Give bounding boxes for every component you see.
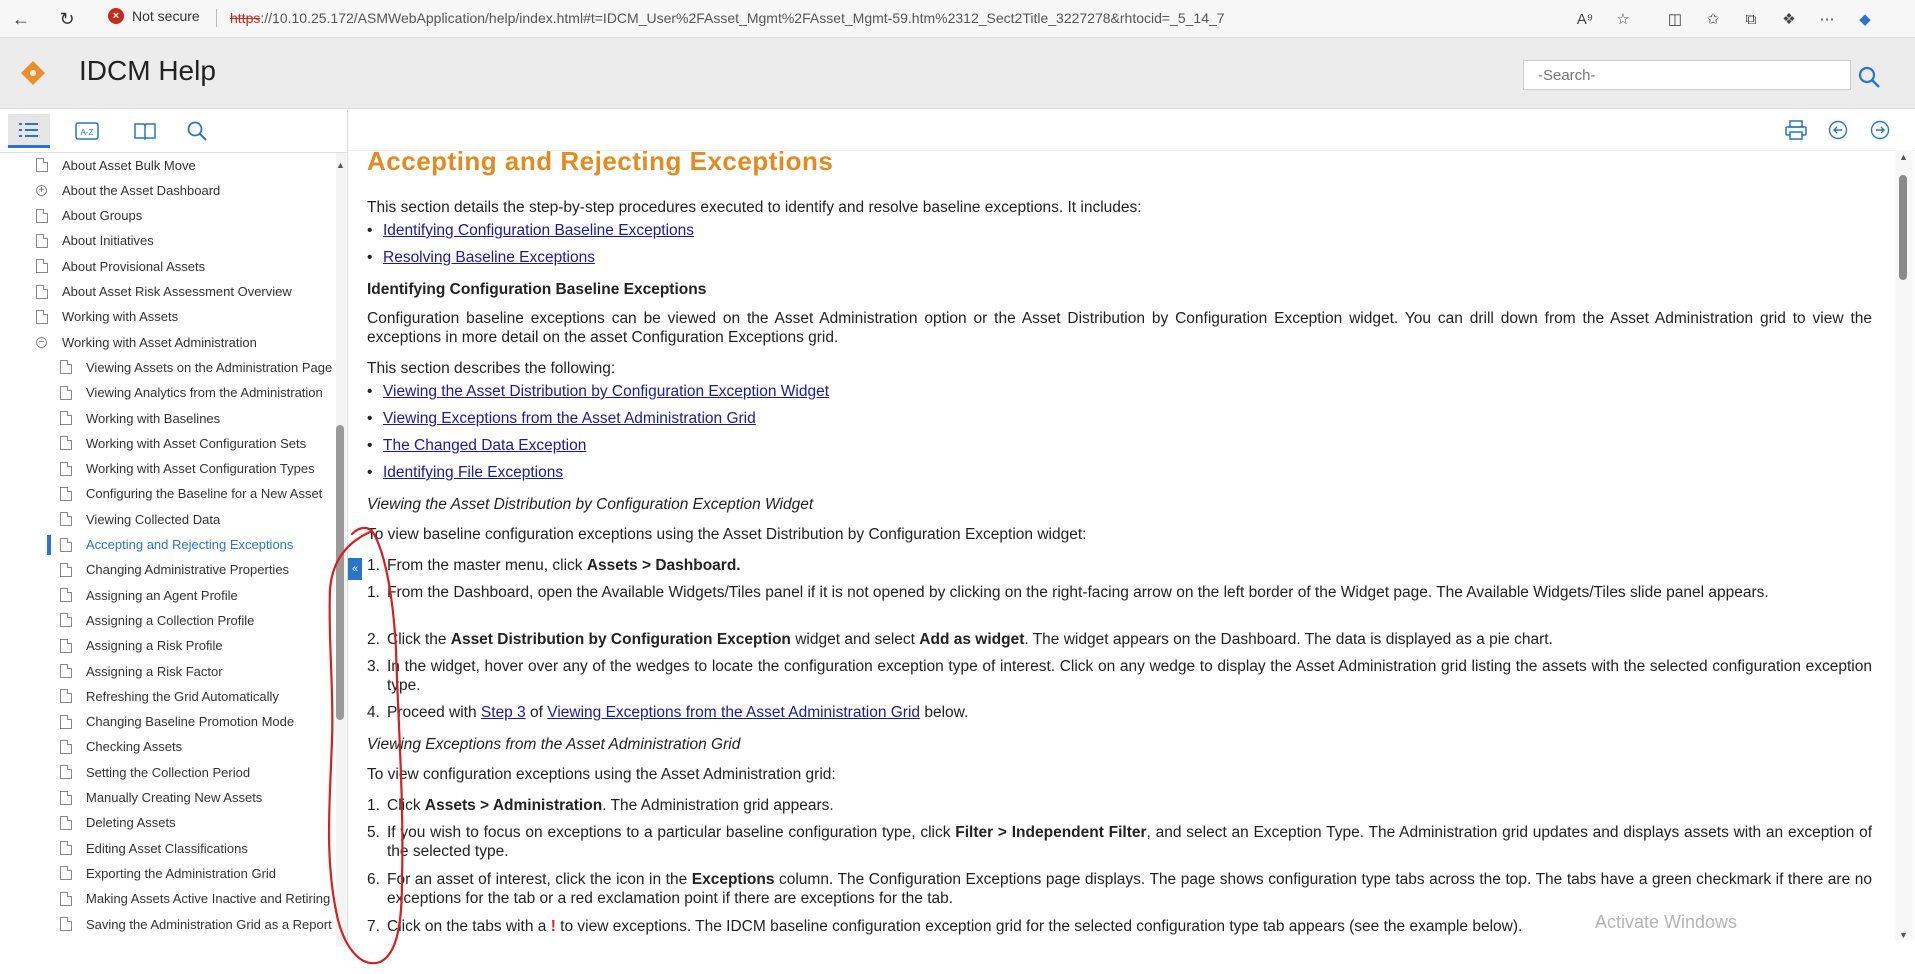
toc-item[interactable] <box>0 887 336 911</box>
link-admin-grid[interactable]: Viewing Exceptions from the Asset Administration Grid <box>383 410 756 427</box>
tab-contents[interactable] <box>8 114 50 148</box>
toc-item[interactable] <box>0 507 336 531</box>
address-bar[interactable] <box>230 10 1225 26</box>
step-number: 4. <box>367 704 380 721</box>
toc-item-label: Assigning a Risk Factor <box>86 663 223 679</box>
page-icon <box>60 740 72 754</box>
toc-item[interactable] <box>0 608 336 632</box>
page-icon <box>60 791 72 805</box>
reload-icon[interactable]: ↻ <box>59 8 75 29</box>
scroll-down-icon[interactable]: ▼ <box>1899 930 1908 940</box>
describes-text: This section describes the following: <box>367 360 616 377</box>
toc-item-label: About Asset Bulk Move <box>62 157 196 173</box>
toc-item[interactable] <box>0 305 336 329</box>
favorites-icon[interactable]: ✩ <box>1706 11 1720 28</box>
step-number: 6. <box>367 871 380 888</box>
page-icon <box>60 639 72 653</box>
search-input[interactable] <box>1523 60 1851 90</box>
toc-item-label: Working with Asset Configuration Types <box>86 461 315 477</box>
toc-item-label: Manually Creating New Assets <box>86 790 263 805</box>
section-heading: Identifying Configuration Baseline Exceptions <box>367 281 707 298</box>
read-aloud-icon[interactable]: A⁹ <box>1576 10 1594 28</box>
page-icon <box>60 664 72 678</box>
toc-item[interactable] <box>0 634 336 658</box>
toc-item-label: Viewing Collected Data <box>86 511 221 527</box>
page-icon <box>60 866 72 880</box>
page-icon <box>60 487 72 501</box>
toc-item-label: Deleting Assets <box>86 815 176 831</box>
toc-item-label: Checking Assets <box>86 739 183 755</box>
toc-item[interactable] <box>0 533 336 557</box>
exclamation-icon: ! <box>550 918 556 935</box>
bullet: • <box>367 464 373 481</box>
step-number: 5. <box>367 824 380 841</box>
topic-toolbar <box>349 110 1915 151</box>
toc-item[interactable] <box>0 558 336 582</box>
toc-item-label: About Provisional Assets <box>62 258 206 274</box>
page-icon <box>60 715 72 729</box>
toc-item[interactable] <box>0 786 336 810</box>
page-icon <box>60 360 72 374</box>
back-icon[interactable]: ← <box>12 8 30 29</box>
step-text: to view exceptions. The IDCM baseline configuration exception grid for the selected configuration type tab appears (see the example below). <box>555 918 1523 935</box>
favorite-star-icon[interactable]: ☆ <box>1616 11 1630 28</box>
toc-item-label: Working with Assets <box>62 309 179 325</box>
bullet: • <box>367 437 373 454</box>
url-text: ://10.10.25.172/ASMWebApplication/help/index.html#t=IDCM_User%2FAsset_Mgmt%2FAsset_Mgmt-59.htm%2312_Sect2Title_3227278&rhtocid=_5_14_7 <box>260 10 1225 26</box>
page-icon <box>36 310 48 324</box>
search-icon <box>186 120 208 142</box>
page-icon <box>60 462 72 476</box>
step-emphasis: Asset Distribution by Configuration Exception <box>450 631 791 648</box>
step-text: Click on the tabs with a <box>387 918 551 935</box>
scroll-up-icon[interactable]: ▲ <box>1899 152 1908 162</box>
security-indicator[interactable] <box>108 8 200 24</box>
step-emphasis: Filter > Independent Filter <box>955 824 1147 841</box>
print-icon[interactable] <box>1784 118 1808 142</box>
toc-item[interactable] <box>0 760 336 784</box>
toc-item[interactable] <box>0 355 336 379</box>
expand-icon[interactable]: + <box>36 185 47 196</box>
toc-item[interactable] <box>0 153 336 177</box>
bullet: • <box>367 410 373 427</box>
toc-item-label: Configuring the Baseline for a New Asset <box>86 486 323 502</box>
toc-item[interactable] <box>0 811 336 835</box>
toc-item-label: About the Asset Dashboard <box>62 182 221 198</box>
page-icon <box>60 512 72 526</box>
step-text: From the Dashboard, open the Available Widgets/Tiles panel if it is not opened by clicking on the right-facing arrow on the left border of the Widget page. The Available Widgets/Tiles slide panel appears. <box>387 584 1769 601</box>
page-icon <box>60 689 72 703</box>
step-number: 1. <box>367 584 380 601</box>
toc-item[interactable] <box>0 204 336 228</box>
extensions-icon[interactable]: ❖ <box>1782 11 1796 28</box>
collapse-icon[interactable]: − <box>36 337 47 348</box>
toc-item-label: Working with Asset Configuration Sets <box>86 435 307 451</box>
step-text: Proceed with <box>387 704 481 721</box>
page-icon <box>36 285 48 299</box>
link-resolving-exceptions[interactable]: Resolving Baseline Exceptions <box>383 249 595 266</box>
tab-search[interactable] <box>176 114 218 148</box>
toc-item-label: Working with Asset Administration <box>62 334 257 350</box>
identify-paragraph: Configuration baseline exceptions can be viewed on the Asset Administration option or the Asset Distribution by Configuration Exception widget. You can drill down from the Asset Administration grid to view the exceptions in more detail on the asset Configuration Exceptions grid. <box>367 310 1872 346</box>
step-text: below. <box>920 704 969 721</box>
scroll-up-icon[interactable]: ▲ <box>336 160 345 170</box>
toc-item[interactable] <box>0 710 336 734</box>
step-emphasis: Assets > Administration <box>424 797 603 814</box>
step-number: 2. <box>367 631 380 648</box>
subsection-heading: Viewing the Asset Distribution by Configuration Exception Widget <box>367 496 814 513</box>
subsection-heading: Viewing Exceptions from the Asset Administration Grid <box>367 736 741 753</box>
security-label: Not secure <box>132 8 200 24</box>
topic-content <box>367 150 1875 940</box>
toc-item[interactable] <box>0 684 336 708</box>
toc-item[interactable] <box>0 482 336 506</box>
book-icon <box>134 122 156 140</box>
widget-intro: To view baseline configuration exceptions using the Asset Distribution by Configuration Exception widget: <box>367 526 1087 543</box>
navigation-tabs <box>0 110 348 153</box>
copilot-icon[interactable]: ◆ <box>1859 11 1871 28</box>
step-emphasis: Assets > Dashboard. <box>586 557 741 574</box>
bullet: • <box>367 383 373 400</box>
toc-item[interactable] <box>0 330 336 354</box>
bullet: • <box>367 249 373 266</box>
link-step-3[interactable]: Step 3 <box>480 704 526 721</box>
toc-item[interactable] <box>0 178 336 202</box>
link-file-exceptions[interactable]: Identifying File Exceptions <box>383 464 564 481</box>
step-text: widget and select <box>790 631 920 648</box>
step-text: , and select an Exception Type. The Administration grid updates and displays assets with an exception of the selected type. <box>387 824 1872 860</box>
step-text: From the master menu, click <box>387 557 587 574</box>
search-icon[interactable] <box>1856 64 1882 90</box>
collapse-panel-button[interactable]: « <box>348 558 362 580</box>
red-annotation-stroke <box>318 520 408 974</box>
svg-text:A-Z: A-Z <box>80 128 94 137</box>
toc-item-label: Exporting the Administration Grid <box>86 865 277 881</box>
toc-item-label: About Initiatives <box>62 233 154 249</box>
step-number: 7. <box>367 918 380 935</box>
toc-item-label: Making Assets Active Inactive and Retiring <box>86 891 331 907</box>
link-changed-data[interactable]: The Changed Data Exception <box>383 437 587 454</box>
toc-item-label: Viewing Assets on the Administration Page <box>86 359 333 375</box>
split-screen-icon[interactable]: ◫ <box>1667 11 1683 28</box>
step-emphasis: Add as widget <box>919 631 1025 648</box>
step-number: 1. <box>367 797 380 814</box>
bullet: • <box>367 222 373 239</box>
toc-item[interactable] <box>0 861 336 885</box>
page-icon <box>60 563 72 577</box>
page-icon <box>60 892 72 906</box>
browser-toolbar <box>0 0 1915 38</box>
step-text: . The Administration grid appears. <box>602 797 834 814</box>
toc-item-label: Editing Asset Classifications <box>86 840 248 856</box>
step-emphasis: Exceptions <box>691 871 775 888</box>
toc-item[interactable] <box>0 735 336 759</box>
page-icon <box>36 234 48 248</box>
not-secure-icon: × <box>108 8 124 24</box>
step-number: 1. <box>367 557 380 574</box>
page-icon <box>36 158 48 172</box>
step-text: Click <box>387 797 425 814</box>
link-identifying-exceptions[interactable]: Identifying Configuration Baseline Exceptions <box>383 222 695 239</box>
table-of-contents <box>0 153 336 947</box>
app-title: IDCM Help <box>79 55 216 86</box>
toc-item[interactable] <box>0 583 336 607</box>
toc-item-label: Assigning a Collection Profile <box>86 612 255 628</box>
page-icon <box>60 538 72 552</box>
tab-index[interactable] <box>66 114 108 148</box>
page-icon <box>60 436 72 450</box>
toc-item[interactable] <box>0 229 336 253</box>
step-text: For an asset of interest, click the icon in the <box>387 871 692 888</box>
content-scrollbar-thumb[interactable] <box>1899 175 1907 280</box>
toc-item-label: About Asset Risk Assessment Overview <box>62 284 292 299</box>
page-icon <box>36 209 48 223</box>
step-text: . The widget appears on the Dashboard. The data is displayed as a pie chart. <box>1024 631 1553 648</box>
page-icon <box>60 765 72 779</box>
list-icon <box>18 121 40 139</box>
toc-item[interactable] <box>0 406 336 430</box>
idcm-logo-icon <box>20 60 46 86</box>
topic-title: Accepting and Rejecting Exceptions <box>367 150 834 176</box>
step-text: If you wish to focus on exceptions to a particular baseline configuration type, click <box>387 824 956 841</box>
toc-item-label: Assigning a Risk Profile <box>86 638 223 654</box>
step-text: Click the <box>387 631 451 648</box>
toc-item[interactable] <box>0 280 336 304</box>
url-scheme: https <box>230 10 261 26</box>
toc-item-label: Working with Baselines <box>86 410 221 426</box>
link-admin-grid-section[interactable]: Viewing Exceptions from the Asset Administration Grid <box>547 704 921 721</box>
next-topic-icon[interactable] <box>1868 118 1892 142</box>
grid-intro: To view configuration exceptions using the Asset Administration grid: <box>367 766 836 783</box>
step-text: In the widget, hover over any of the wedges to locate the configuration exception type of interest. Click on any wedge to display the Asset Administration grid listing the assets with the selected configuration exception type. <box>387 658 1872 694</box>
more-menu-icon[interactable]: ⋯ <box>1819 11 1835 28</box>
toc-item-label: Saving the Administration Grid as a Report <box>86 916 332 932</box>
toc-item[interactable] <box>0 381 336 405</box>
toc-item-label: Changing Baseline Promotion Mode <box>86 714 295 730</box>
page-icon <box>36 259 48 273</box>
page-icon <box>60 917 72 931</box>
page-icon <box>60 841 72 855</box>
intro-text: This section details the step-by-step procedures executed to identify and resolve baseline exceptions. It includes: <box>367 199 1142 216</box>
page-icon <box>60 588 72 602</box>
tab-glossary[interactable] <box>124 114 166 148</box>
toc-item[interactable] <box>0 457 336 481</box>
toc-item-label: Assigning an Agent Profile <box>86 587 238 603</box>
page-icon <box>60 816 72 830</box>
toc-item[interactable] <box>0 254 336 278</box>
page-icon <box>60 411 72 425</box>
toc-item-label: Setting the Collection Period <box>86 764 251 780</box>
step-text: of <box>525 704 548 721</box>
active-marker <box>47 535 51 555</box>
toc-item[interactable] <box>0 431 336 455</box>
previous-topic-icon[interactable] <box>1826 118 1850 142</box>
activate-windows-watermark: Activate Windows <box>1595 912 1738 932</box>
page-icon <box>60 613 72 627</box>
toc-item[interactable] <box>0 836 336 860</box>
url-separator <box>216 9 217 27</box>
toc-item-label: Refreshing the Grid Automatically <box>86 688 279 704</box>
link-widget[interactable]: Viewing the Asset Distribution by Configuration Exception Widget <box>383 383 830 400</box>
page-icon <box>60 386 72 400</box>
step-number: 3. <box>367 658 380 675</box>
toc-item-label: Viewing Analytics from the Administration <box>86 385 323 401</box>
toc-item[interactable] <box>0 912 336 936</box>
toc-item-label: Accepting and Rejecting Exceptions <box>86 537 294 552</box>
collections-icon[interactable]: ⧉ <box>1745 10 1757 28</box>
toc-item-label: Changing Administrative Properties <box>86 562 290 578</box>
toc-item[interactable] <box>0 659 336 683</box>
step-text: column. The Configuration Exceptions page displays. The page shows configuration type tabs across the top. The tabs have a green checkmark if there are no exceptions for the tab or a red exclamation point if there are exceptions for the tab. <box>387 871 1872 907</box>
toc-item-label: About Groups <box>62 208 143 224</box>
az-index-icon <box>75 122 99 140</box>
